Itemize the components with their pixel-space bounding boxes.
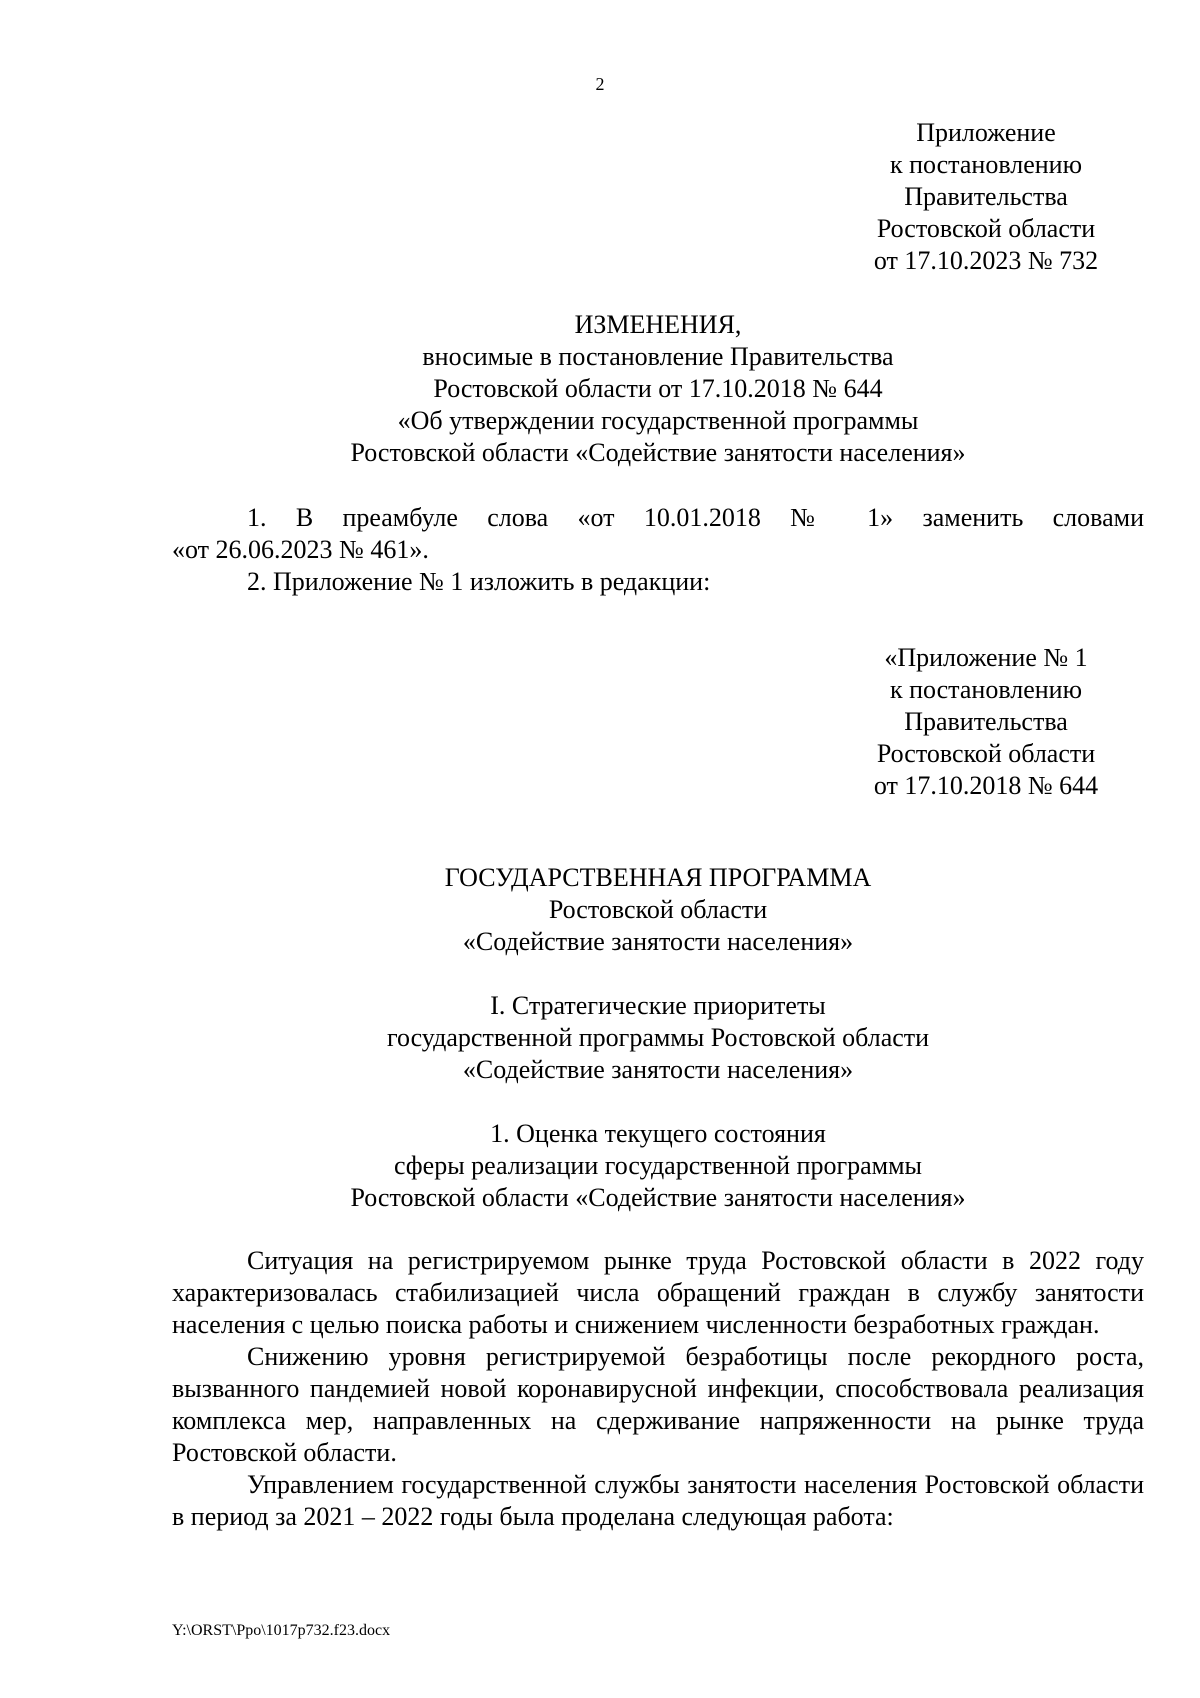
changes-heading-line: вносимые в постановление Правительства (422, 342, 894, 371)
change-points (172, 502, 1144, 598)
annex-line: от 17.10.2018 № 644 (873, 771, 1099, 800)
footer-file-path: Y:\ORST\Ppo\1017p732.f23.docx (172, 1622, 391, 1639)
program-heading (172, 862, 1144, 958)
point-1-line-1: 1. В преамбуле слова «от 10.01.2018 № 1» заменить словами (247, 503, 1144, 532)
changes-heading (172, 309, 1144, 469)
approval-block (836, 117, 1136, 277)
annex-line: Ростовской области (876, 739, 1096, 768)
section-heading (172, 990, 1144, 1086)
annex-line: к постановлению (889, 675, 1083, 704)
page-number: 2 (595, 74, 605, 94)
program-heading-line: ГОСУДАРСТВЕННАЯ ПРОГРАММА (444, 863, 872, 892)
section-heading-line: государственной программы Ростовской области (386, 1023, 930, 1052)
annex-line: Правительства (904, 707, 1068, 736)
subsection-heading-line: сферы реализации государственной программы (393, 1151, 923, 1180)
paragraph: Ситуация на регистрируемом рынке труда Ростовской области в 2022 году характеризовалась стабилизацией числа обращений граждан в службу занятости населения с целью поиска работы и снижением численности безработных граждан. (172, 1246, 1144, 1339)
annex-block (836, 642, 1136, 802)
approval-line: от 17.10.2023 № 732 (873, 246, 1099, 275)
approval-line: Ростовской области (876, 214, 1096, 243)
changes-heading-line: ИЗМЕНЕНИЯ, (574, 310, 742, 339)
program-heading-line: Ростовской области (548, 895, 768, 924)
changes-heading-line: «Об утверждении государственной программы (397, 406, 919, 435)
changes-heading-line: Ростовской области «Содействие занятости населения» (350, 438, 966, 467)
program-heading-line: «Содействие занятости населения» (462, 927, 854, 956)
changes-heading-line: Ростовской области от 17.10.2018 № 644 (433, 374, 883, 403)
subsection-heading (172, 1118, 1144, 1214)
section-heading-line: «Содействие занятости населения» (462, 1055, 854, 1084)
narrative-text (172, 1245, 1144, 1533)
point-2: 2. Приложение № 1 изложить в редакции: (247, 567, 711, 596)
paragraph: Снижению уровня регистрируемой безработицы после рекордного роста, вызванного пандемией новой коронавирусной инфекции, способствовала реализация комплекса мер, направленных на сдерживание напряженности на рынке труда Ростовской области. (172, 1342, 1144, 1467)
approval-line: Правительства (904, 182, 1068, 211)
point-1-line-2: «от 26.06.2023 № 461». (172, 535, 429, 564)
approval-line: Приложение (916, 118, 1056, 147)
subsection-heading-line: 1. Оценка текущего состояния (490, 1119, 826, 1148)
section-heading-line: I. Стратегические приоритеты (490, 991, 826, 1020)
subsection-heading-line: Ростовской области «Содействие занятости населения» (350, 1183, 966, 1212)
annex-line: «Приложение № 1 (884, 643, 1088, 672)
paragraph: Управлением государственной службы занятости населения Ростовской области в период за 2021 – 2022 годы была проделана следующая работа: (172, 1470, 1144, 1531)
approval-line: к постановлению (889, 150, 1083, 179)
